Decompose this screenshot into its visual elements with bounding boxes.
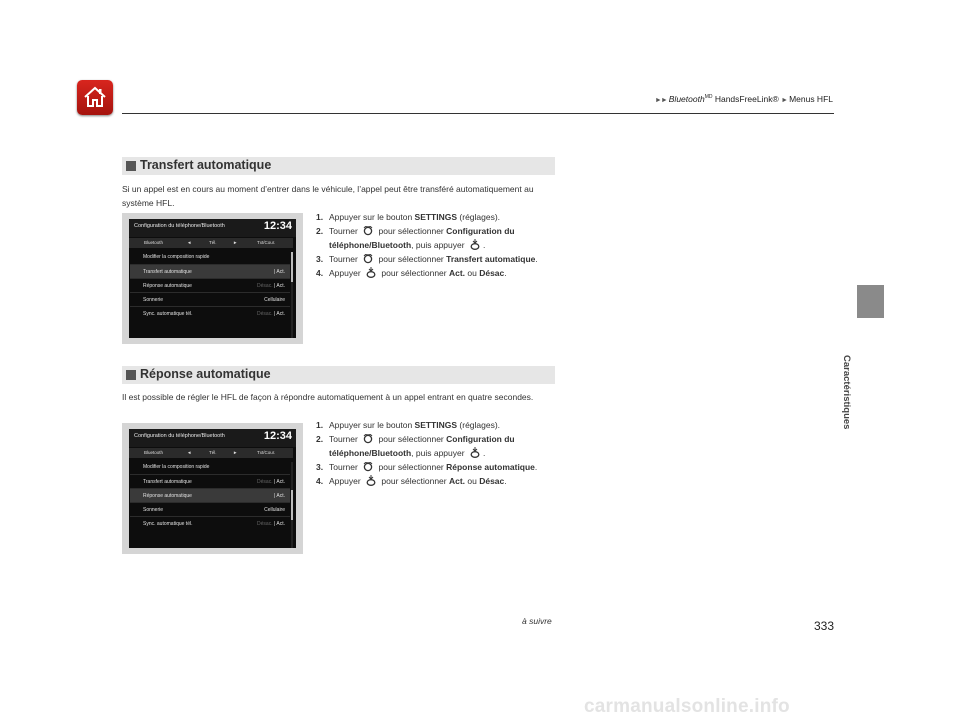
step-item: 2. Tourner pour sélectionner Configuration du téléphone/Bluetooth, puis appuyer .: [316, 434, 515, 458]
menu-row-value: Désac. | Act.: [257, 311, 285, 317]
tab-txt[interactable]: Txt/Cour.: [257, 450, 276, 455]
scrollbar[interactable]: [291, 462, 293, 548]
section-title: Transfert automatique: [140, 158, 272, 172]
menu-row[interactable]: [130, 292, 290, 306]
menu-row-label: Transfert automatique: [143, 479, 192, 485]
press-knob-icon: [366, 267, 376, 278]
menu-row-label: Réponse automatique: [143, 283, 192, 289]
screen-screenshot: [122, 213, 303, 344]
knob-icon: [363, 226, 373, 236]
menu-row-value: Cellulaire: [264, 297, 285, 303]
section-header-answer: [122, 366, 555, 384]
screen-screenshot: [122, 423, 303, 554]
menu-row-selected[interactable]: [130, 488, 290, 502]
menu-row-value: Désac. | Act.: [257, 283, 285, 289]
screen-clock: 12:34: [263, 220, 292, 232]
scroll-thumb[interactable]: [291, 252, 293, 282]
menu-row-value: | Act.: [273, 493, 285, 499]
menu-row-label: Modifier la composition rapide: [143, 464, 210, 470]
menu-row-value: | Act.: [273, 269, 285, 275]
scroll-thumb[interactable]: [291, 490, 293, 520]
menu-row[interactable]: [130, 502, 290, 516]
tab-arrow-left[interactable]: ◄: [187, 240, 192, 245]
step-item: 3. Tourner pour sélectionner Transfert automatique.: [316, 254, 538, 264]
screen-clock: 12:34: [263, 430, 292, 442]
continued-note: à suivre: [522, 616, 552, 626]
tab-bluetooth[interactable]: Bluetooth: [144, 240, 164, 245]
page-number: 333: [814, 619, 835, 633]
watermark: carmanualsonline.info: [584, 696, 790, 717]
press-knob-icon: [470, 447, 480, 458]
home-button[interactable]: [77, 80, 113, 115]
step-item: 4. Appuyer pour sélectionner Act. ou Désac.: [316, 476, 507, 486]
screen-header: [129, 219, 296, 237]
breadcrumb: ►► Bluetooth$^{MD}$ HandsFreeLink® ► Menus HFL: [654, 94, 833, 104]
section-paragraph: Si un appel est en cours au moment d’entrer dans le véhicule, l’appel peut être transféré automatiquement au système HFL.: [122, 184, 534, 208]
step-item: 3. Tourner pour sélectionner Réponse automatique.: [316, 462, 538, 472]
menu-row-label: Modifier la composition rapide: [143, 254, 210, 260]
tab-arrow-right[interactable]: ►: [233, 240, 238, 245]
tab-tel[interactable]: Tél.: [209, 450, 217, 455]
tab-arrow-left[interactable]: ◄: [187, 450, 192, 455]
screen-title: Configuration du téléphone/Bluetooth: [134, 223, 225, 229]
chapter-tab[interactable]: [857, 285, 884, 318]
header-rule: [122, 113, 834, 114]
knob-icon: [363, 254, 373, 264]
section-header-transfer: [122, 157, 555, 175]
home-icon: [83, 85, 107, 109]
menu-row-label: Réponse automatique: [143, 493, 192, 499]
menu-row[interactable]: [130, 278, 290, 292]
steps-list: [316, 418, 556, 488]
section-bullet: [126, 370, 136, 380]
display-screen: [129, 429, 296, 548]
scrollbar[interactable]: [291, 252, 293, 338]
step-item: 4. Appuyer pour sélectionner Act. ou Désac.: [316, 268, 507, 278]
menu-row[interactable]: [130, 460, 290, 473]
section-title: Réponse automatique: [140, 367, 271, 381]
menu-row[interactable]: [130, 250, 290, 263]
tab-tel[interactable]: Tél.: [209, 240, 217, 245]
tab-bluetooth[interactable]: Bluetooth: [144, 450, 164, 455]
menu-row-label: Sync. automatique tél.: [143, 311, 193, 317]
section-bullet: [126, 161, 136, 171]
menu-row-value: Désac. | Act.: [257, 521, 285, 527]
display-screen: [129, 219, 296, 338]
breadcrumb-item-menus[interactable]: Menus HFL: [789, 94, 833, 104]
screen-tabs: [129, 448, 293, 458]
knob-icon: [363, 434, 373, 444]
breadcrumb-item-hfl[interactable]: HandsFreeLink®: [714, 94, 779, 104]
tab-arrow-right[interactable]: ►: [233, 450, 238, 455]
screen-tabs: [129, 238, 293, 248]
menu-row-value: Désac. | Act.: [257, 479, 285, 485]
breadcrumb-sup: MD: [704, 94, 713, 101]
steps-list: [316, 210, 556, 280]
menu-row[interactable]: [130, 516, 290, 530]
tab-txt[interactable]: Txt/Cour.: [257, 240, 276, 245]
menu-row-label: Transfert automatique: [143, 269, 192, 275]
chapter-label: Caractéristiques: [841, 355, 852, 430]
step-item: 1. Appuyer sur le bouton SETTINGS (réglages).: [316, 212, 501, 222]
menu-row-label: Sync. automatique tél.: [143, 521, 193, 527]
menu-row[interactable]: [130, 474, 290, 488]
screen-header: [129, 429, 296, 447]
knob-icon: [363, 462, 373, 472]
menu-row-label: Sonnerie: [143, 297, 164, 303]
step-item: 2. Tourner pour sélectionner Configuration du téléphone/Bluetooth, puis appuyer .: [316, 226, 515, 250]
step-item: 1. Appuyer sur le bouton SETTINGS (réglages).: [316, 420, 501, 430]
press-knob-icon: [470, 239, 480, 250]
press-knob-icon: [366, 475, 376, 486]
menu-row-selected[interactable]: [130, 264, 290, 278]
menu-row-value: Cellulaire: [264, 507, 285, 513]
menu-row-label: Sonnerie: [143, 507, 164, 513]
breadcrumb-item-bluetooth[interactable]: Bluetooth: [668, 94, 705, 104]
screen-title: Configuration du téléphone/Bluetooth: [134, 433, 225, 439]
menu-row[interactable]: [130, 306, 290, 320]
section-paragraph: Il est possible de régler le HFL de façon à répondre automatiquement à un appel entrant en quatre secondes.: [122, 392, 534, 402]
